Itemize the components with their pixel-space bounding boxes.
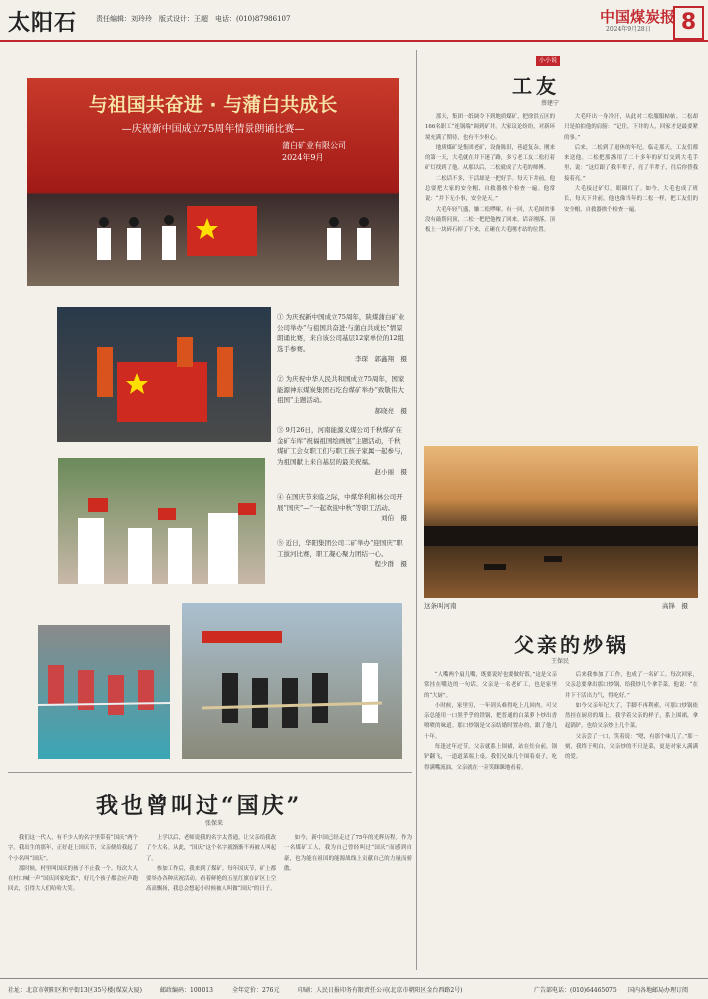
issue-date: 2024年9月28日: [606, 26, 651, 33]
article1-col1: [425, 112, 555, 428]
footer-reader: 国内各地邮局办理订阅: [628, 987, 689, 994]
article1-para: 二松话不多，干活却是一把好手。每天下井前，他总要把大家的安全帽、自救器挨个检查一遍。他常说：“井下无小事，安全是天。”: [425, 175, 555, 203]
tug-graphic-1: [38, 625, 170, 759]
photo-flag-ceremony: [57, 307, 271, 442]
article1-para: 地质煤矿是集团老矿，设备陈旧，巷道复杂。刚来的第一天，大毛就在井下迷了路，多亏老工友二松打着矿灯找到了他。从那以后，二松就成了大毛的师傅。: [425, 144, 555, 172]
article1-para: 大毛接过矿灯，眼圈红了。如今，大毛也成了班长，每天下井前，他也像当年的二松一样，把工友们的安全帽、自救器挨个检查一遍。: [564, 186, 698, 213]
article2-para: 后来我参加了工作，也成了一名矿工。每次回家，父亲总要拿出那口炒锅，给我炒几个拿手菜。他说：“在井下干活出力气，得吃好。”: [565, 672, 698, 699]
article3-para: 上学以后，老师说我的名字太普通，让父亲给我改了个大名。从此，“国庆”这个名字就渐渐不再被人叫起了。: [146, 835, 276, 862]
caption-5-credit: 程少群 摄: [374, 560, 407, 568]
section-tag: 小小说: [536, 56, 560, 66]
article2-para: 每逢过年过节，父亲就系上围裙，站在灶台前，锅铲翻飞，一道道菜端上桌。我们兄妹几个围着桌子，吃得满嘴流油，父亲就在一旁笑眯眯地看着。: [424, 744, 557, 771]
caption-2: [277, 374, 407, 416]
article3-title: 我也曾叫过“国庆”: [96, 793, 303, 819]
paper-name: 中国煤炭报: [600, 8, 676, 26]
article2-para: 父亲尝了一口，笑着说：“嗯，有那个味儿了。”那一刻，我终于明白，父亲炒的不只是菜，更是对家人满满的爱。: [565, 733, 698, 761]
caption-4-text: ④ 在国庆节来临之际，中煤华利和林公司开展“国庆”—“一起欢迎中秋”等职工活动。: [277, 493, 403, 512]
footer-ad-phone: 广告部电话：(010)64465075: [534, 987, 617, 994]
caption-2-credit: 郝晓亮 摄: [374, 406, 407, 415]
stage-figures-graphic: [27, 78, 399, 286]
article3-para: 如今，新中国已经走过了75年的光辉历程。作为一名煤矿工人，我为自己曾经叫过“国庆”而感到自豪，也为能在祖国的能源战线上贡献自己的力量而骄傲。: [284, 835, 412, 872]
article3-para: 那时候，村里叫国庆的孩子不止我一个。每次大人在村口喊一声“国庆回家吃饭”，好几个孩子都会应声跑回去，引得大人们哈哈大笑。: [8, 865, 138, 893]
banner-org-name: 蒲白矿业有限公司: [282, 141, 346, 150]
caption-3-credit: 赵小丽 摄: [374, 468, 407, 476]
caption-3: [277, 425, 407, 478]
tug-graphic-2: [182, 603, 402, 759]
article2-title: 父亲的炒锅: [514, 633, 629, 657]
caption-1-credit: 李琛 郭鑫翔 摄: [355, 355, 407, 363]
photo-children-flags: [58, 458, 265, 584]
article1-para: 后来，二松到了退休的年纪。临走那天，工友们都来送他。二松把那盏用了二十多年的矿灯交到大毛手里，说：“这灯跟了我半辈子，亮了半辈子，往后你替我接着亮。”: [564, 144, 698, 182]
caption-4-credit: 刘伯 摄: [381, 514, 407, 522]
footer-printer: 印刷：人民日报印务有限责任公司(北京市朝阳区金台西路2号): [298, 987, 463, 994]
article1-para: 大毛吓出一身冷汗，从此对二松服服帖帖。二松却只是拍拍他的肩膀：“记住，下井的人，回家才是最要紧的事。”: [564, 114, 698, 141]
masthead: 太阳石: [8, 11, 78, 36]
caption-5: [277, 538, 407, 570]
article2-author: 王保民: [551, 658, 570, 665]
photo-tug-of-war-outdoor: [182, 603, 402, 759]
article3-col2: [146, 833, 276, 973]
article3-col3: [284, 833, 412, 973]
article3-author: 张保来: [205, 820, 224, 827]
flag-graphic: [57, 307, 271, 442]
banner-title: 与祖国共奋进 · 与蒲白共成长: [88, 94, 338, 116]
article2-para: “人嘴两个扇儿嘴，既要说好也要做好饭。”这是父亲常挂在嘴边的一句话。父亲是一名老矿工，也是家里的“大厨”。: [424, 672, 557, 699]
article1-col2: [564, 112, 698, 428]
footer-price: 全年定价：276元: [232, 987, 280, 994]
article2-col1: [424, 670, 557, 968]
article3-para: 参加工作后，我来到了煤矿。每年国庆节，矿上都要举办各种庆祝活动。看着鲜艳的五星红旗在矿区上空高高飘扬，我总会想起小时候被人叫做“国庆”的日子。: [146, 865, 276, 893]
footer-address: 社址：北京市朝阳区和平街13区35号楼(煤炭大厦): [8, 987, 142, 994]
caption-1-text: ① 为庆祝新中国成立75周年，陕煤蒲白矿业公司举办“与祖国共奋进·与蒲白共成长”情景朗诵比赛，来自该公司基层12家单位的12组选手参赛。: [277, 313, 405, 353]
footer-zip: 邮政编码：100013: [160, 987, 213, 994]
banner-subtitle: —庆祝新中国成立75周年情景朗诵比赛—: [121, 124, 305, 135]
photo-lake-sunset: [424, 446, 698, 598]
photo-credit: 高锋 摄: [662, 602, 688, 610]
caption-2-text: ② 为庆祝中华人民共和国成立75周年，国家能源神东煤炭集团石圪台煤矿举办“致敬伟大祖国”主题活动。: [277, 375, 405, 404]
photo-tug-of-war-indoor: [38, 625, 170, 759]
lake-graphic: [424, 446, 698, 598]
column-divider: [416, 50, 417, 970]
article2-para: 如今父亲年纪大了，手脚不再利索，可那口炒锅依然挂在厨房的墙上。我学着父亲的样子，系上围裙，拿起锅铲，也给父亲炒上几个菜。: [565, 702, 698, 730]
article1-title: 工友: [512, 74, 560, 98]
page-footer: [0, 978, 708, 999]
article2-para: 小时候，家里穷，一年到头难得吃上几回肉。可父亲总能用一口黑乎乎的铁锅，把普通的白菜萝卜炒出香喷喷的味道。那口炒锅是父亲结婚时置办的，跟了他几十年。: [424, 702, 557, 740]
children-graphic: [58, 458, 265, 584]
photo-banner-recitation: [27, 78, 399, 286]
photo-location: 这条叫河南: [424, 602, 457, 610]
article1-para: 那天，集团一纸调令下到地质煤矿，把徐洪五区的166名职工“连锅端”调到矿井。大家议论纷纷，对新环境充满了期待，也有不少担心。: [425, 114, 555, 141]
editor-credits: 责任编辑：刘玲玲 版式设计：王超 电话：(010)87986107: [96, 15, 291, 23]
caption-4: [277, 492, 407, 524]
caption-5-text: ⑤ 近日，华阳集团公司二矿举办“迎国庆”职工拔河比赛，职工凝心聚力团结一心。: [277, 539, 403, 558]
article1-author: 蔡建宁: [541, 100, 560, 107]
caption-3-text: ③ 9月26日，河南能源义煤公司千秋煤矿在金矿车库“祝福祖国绘画展”主题活动，千秋煤矿工会女职工们与职工孩子家属一起参与，为祖国献上来自基层的最美祝福。: [277, 426, 407, 466]
section-divider: [8, 772, 412, 773]
article3-para: 我们这一代人，有不少人的名字里带着“国庆”两个字。我出生的那年，正好赶上国庆节，父亲便给我起了个小名叫“国庆”。: [8, 835, 138, 862]
article2-col2: [565, 670, 698, 968]
caption-1: [277, 312, 407, 365]
page-number: 8: [673, 6, 704, 40]
article3-col1: [8, 833, 138, 973]
article1-para: 大毛年轻气盛，嫌二松啰嗦。有一回，大毛图省事没有敲帮问顶，二松一把把他拽了回来，话音刚落，顶板上一块碎石掉了下来，正砸在大毛刚才站的位置。: [425, 206, 555, 234]
banner-date: 2024年9月: [282, 153, 324, 162]
